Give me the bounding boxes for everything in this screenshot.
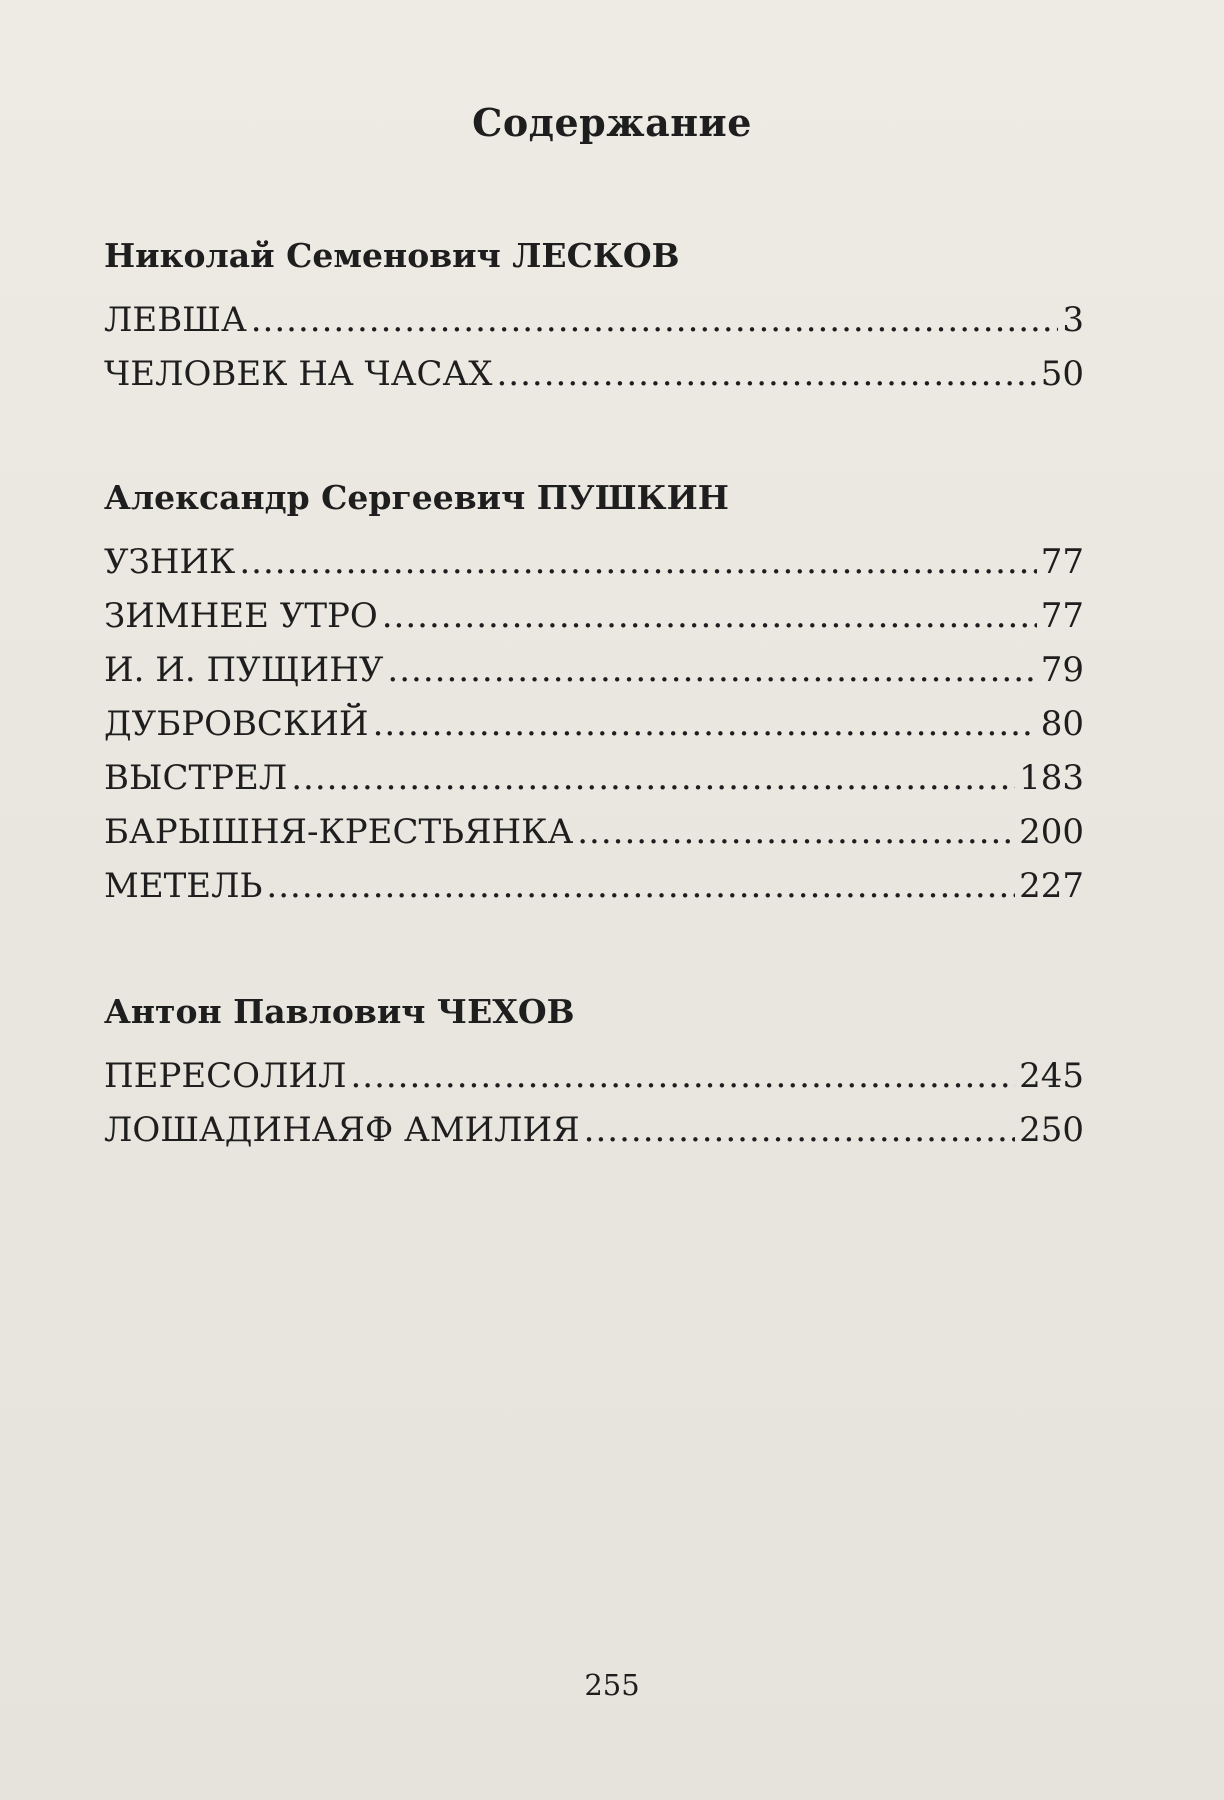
toc-leader-dots [251,300,1059,340]
toc-entry [104,812,1084,858]
toc-entry-title: ЧЕЛОВЕК НА ЧАСАХ [104,354,493,394]
toc-leader-dots [584,1110,1015,1150]
toc-entry [104,354,1084,400]
toc-entry [104,300,1084,346]
toc-entry-title: И. И. ПУЩИНУ [104,650,384,690]
page-number: 255 [584,1668,640,1702]
toc-entry-title: ПЕРЕСОЛИЛ [104,1056,347,1096]
author-heading-pushkin: Александр Сергеевич ПУШКИН [104,478,729,517]
toc-entry [104,1056,1084,1102]
toc-leader-dots [382,596,1037,636]
toc-entry-page: 200 [1019,812,1084,852]
toc-leader-dots [350,1056,1015,1096]
toc-leader-dots [266,866,1015,906]
author-heading-leskov: Николай Семенович ЛЕСКОВ [104,236,680,275]
toc-entry [104,542,1084,588]
toc-entry-title: ЗИМНЕЕ УТРО [104,596,378,636]
toc-entry-title: ЛОШАДИНАЯФ АМИЛИЯ [104,1110,580,1150]
toc-leader-dots [387,650,1036,690]
toc-entry-page: 50 [1040,354,1084,394]
toc-entry-title: МЕТЕЛЬ [104,866,263,906]
toc-entry [104,704,1084,750]
toc-leader-dots [496,354,1036,394]
page-title: Содержание [472,100,752,145]
toc-leader-dots [291,758,1015,798]
toc-entry-title: ДУБРОВСКИЙ [104,704,369,744]
toc-entry-page: 77 [1040,596,1084,636]
toc-entry-page: 79 [1040,650,1084,690]
toc-entry-page: 183 [1019,758,1084,798]
author-heading-chekhov: Антон Павлович ЧЕХОВ [104,992,575,1031]
toc-entry-page: 80 [1040,704,1084,744]
toc-entry [104,596,1084,642]
toc-leader-dots [373,704,1037,744]
toc-entry-page: 245 [1019,1056,1084,1096]
toc-entry [104,650,1084,696]
toc-entry [104,1110,1084,1156]
toc-leader-dots [239,542,1036,582]
toc-entry-page: 250 [1019,1110,1084,1150]
toc-leader-dots [577,812,1015,852]
toc-entry-title: УЗНИК [104,542,236,582]
toc-entry [104,758,1084,804]
toc-entry [104,866,1084,912]
toc-entry-page: 3 [1062,300,1084,340]
toc-entry-title: ВЫСТРЕЛ [104,758,288,798]
toc-entry-page: 227 [1019,866,1084,906]
toc-entry-title: БАРЫШНЯ-КРЕСТЬЯНКА [104,812,574,852]
toc-entry-page: 77 [1040,542,1084,582]
toc-entry-title: ЛЕВША [104,300,247,340]
